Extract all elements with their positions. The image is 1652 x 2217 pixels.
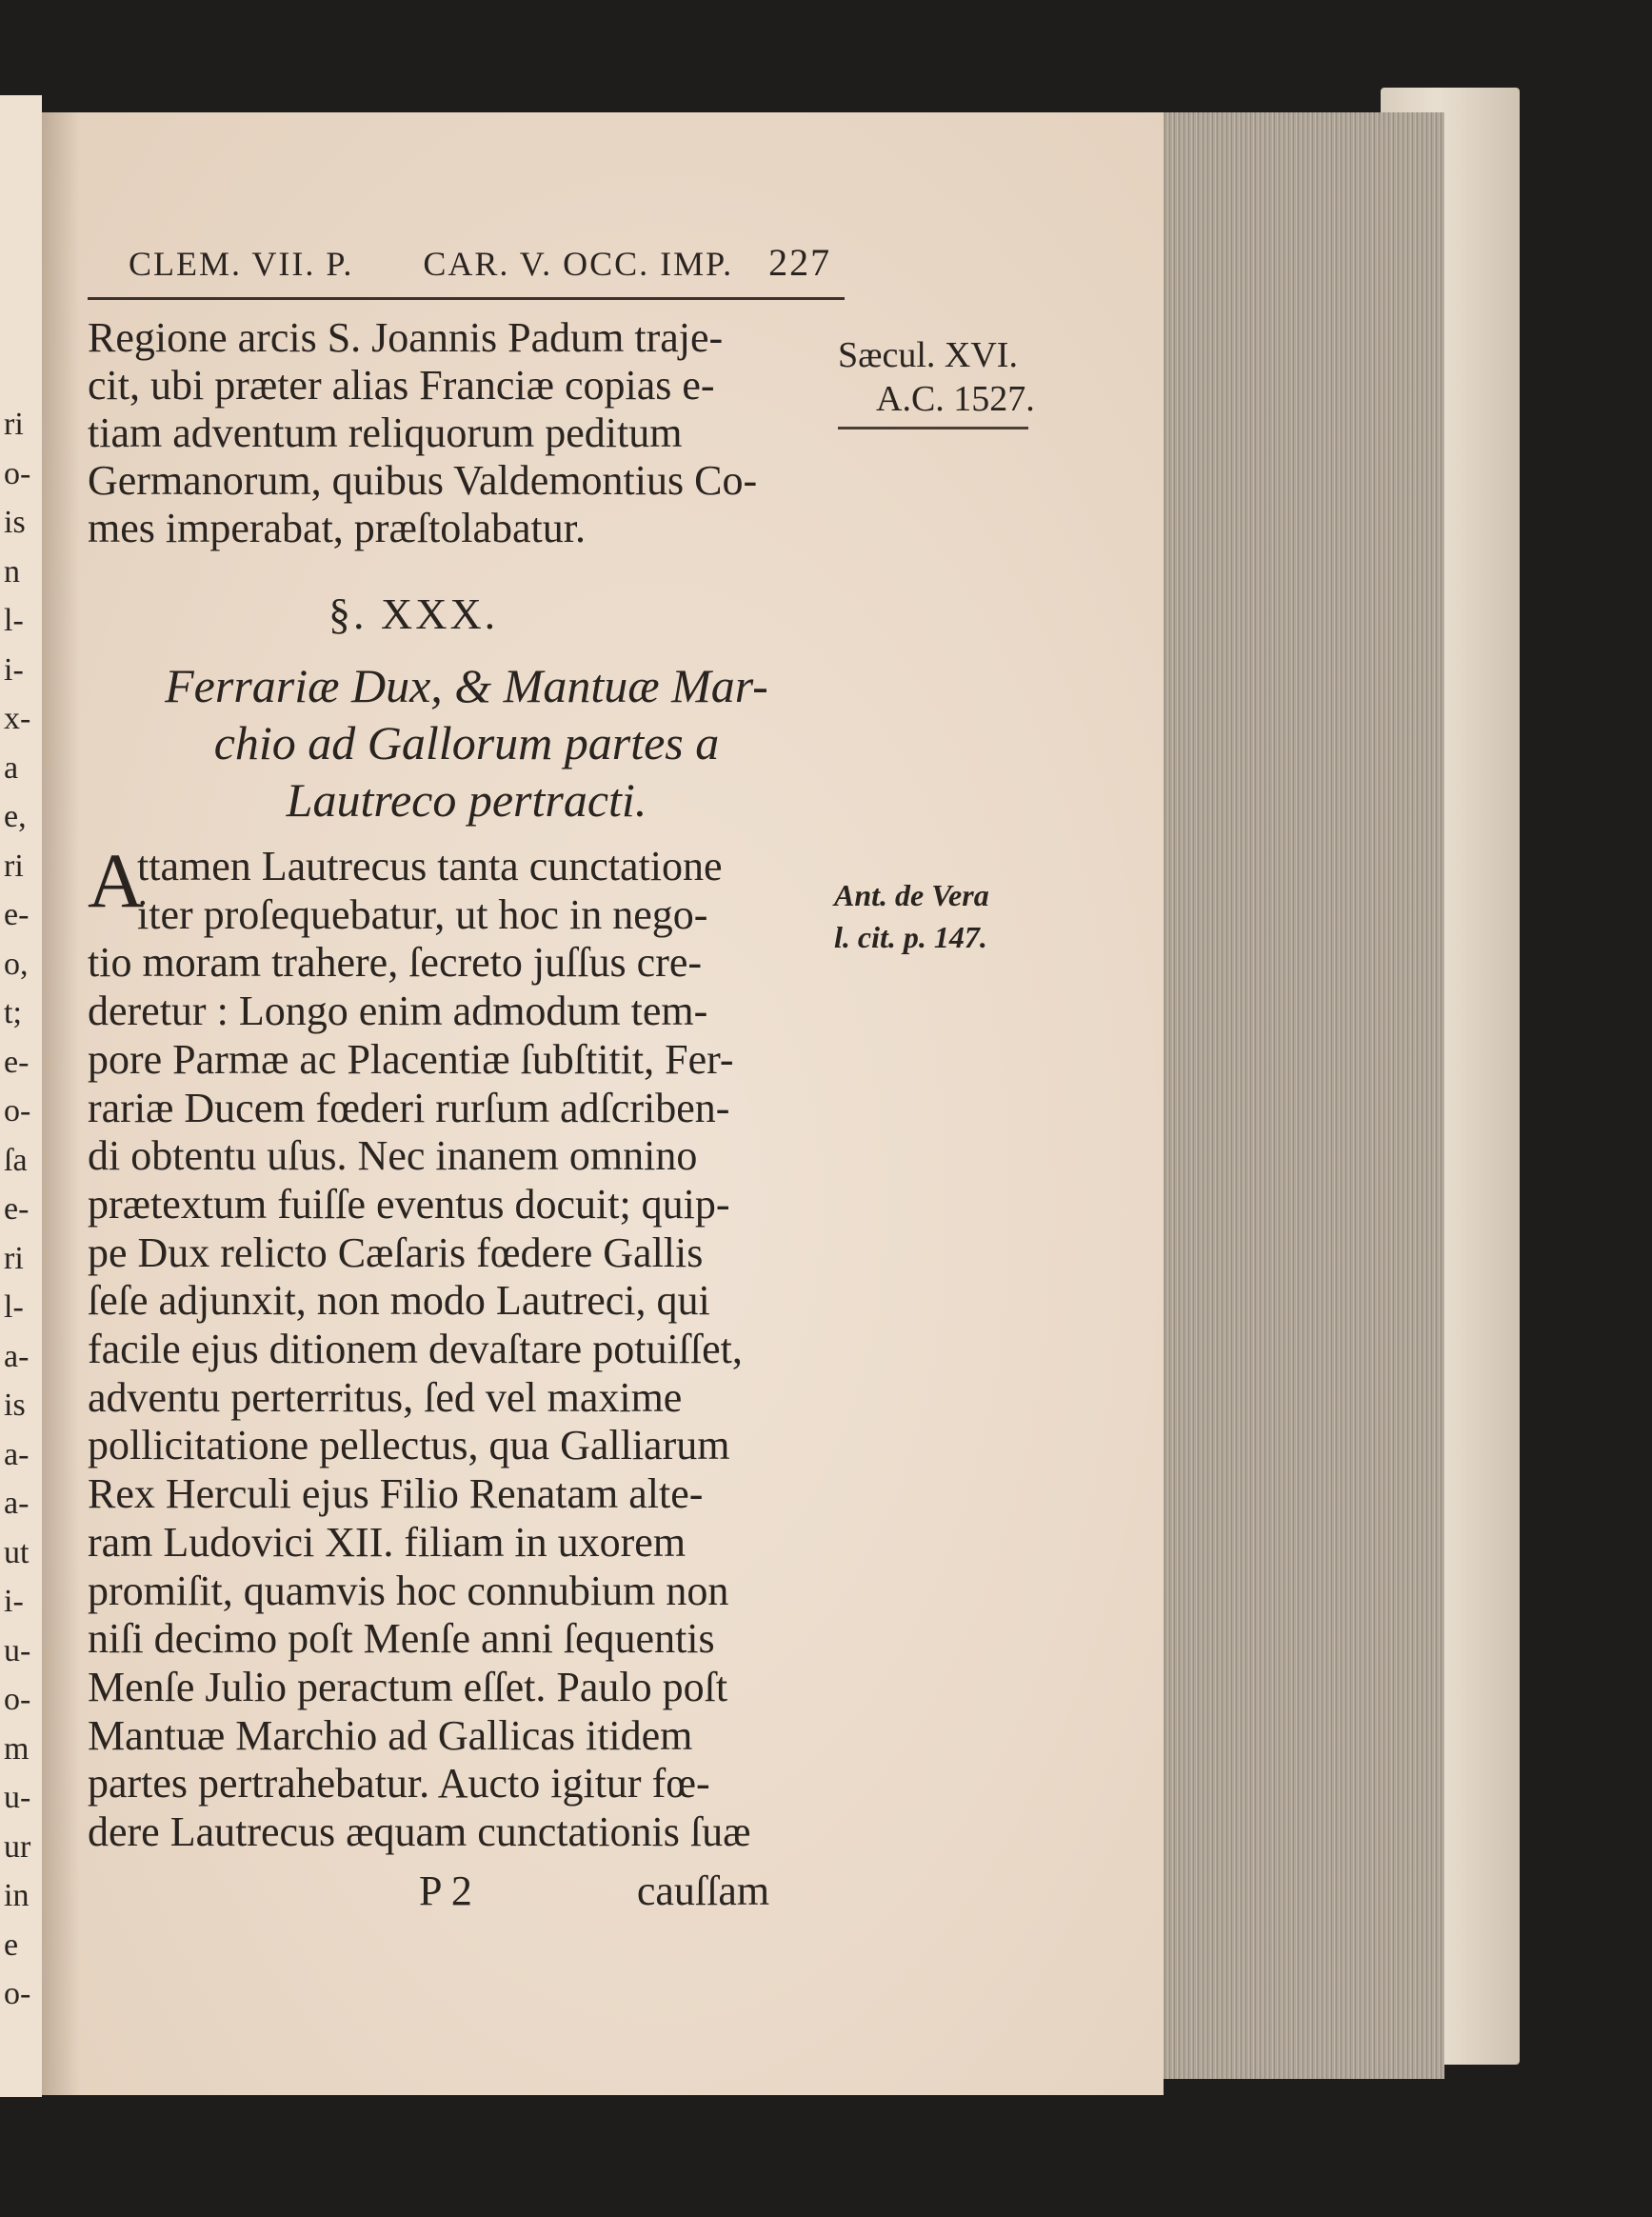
text-line: mes imperabat, præſtolabatur. [88,505,586,551]
paragraph-2 [88,843,750,1857]
left-page-fragment: i- [4,1584,24,1619]
left-page-fragment: is [4,505,26,540]
left-page-fragment: u- [4,1780,31,1815]
text-line: Menſe Julio peractum eſſet. Paulo poſt [88,1663,728,1710]
heading-line: Ferrariæ Dux, & Mantuæ Mar- [165,659,768,712]
left-page-fragments [4,400,30,2019]
left-page-fragment: t; [4,995,22,1030]
text-line: Germanorum, quibus Valdemontius Co- [88,457,758,504]
text-line: iter proſequebatur, ut hoc in nego- [137,890,708,938]
header-rule [88,297,845,300]
page-footer [419,1867,769,1915]
left-page-fragment: e [4,1927,19,1963]
catchword: cauſſam [636,1867,770,1914]
left-page-fragment: ſa [4,1142,28,1178]
margin-date-note [838,333,1035,429]
header-left: CLEM. VII. P. [129,245,354,283]
text-line: dere Lautrecus æquam cunctationis ſuæ [88,1808,751,1856]
margin-rule [838,427,1028,429]
heading-line: chio ad Gallorum partes a [213,716,720,769]
page-number: 227 [768,241,832,284]
citation-ref: l. cit. p. 147. [834,920,987,954]
left-page-fragment: in [4,1878,30,1913]
paragraph-1 [88,314,757,552]
left-page-strip [0,95,42,2097]
text-line: ttamen Lautrecus tanta cunctatione [137,843,723,889]
heading-line: Lautreco pertracti. [286,773,647,827]
text-line: Mantuæ Marchio ad Gallicas itidem [88,1711,693,1759]
text-line: rariæ Ducem fœderi rurſum adſcriben- [88,1084,730,1131]
margin-century: Sæcul. XVI. [838,335,1018,375]
citation-author: Ant. de Vera [834,878,989,912]
text-line: di obtentu uſus. Nec inanem omnino [88,1132,698,1180]
left-page-fragment: o- [4,1976,31,2011]
text-line: partes pertrahebatur. Aucto igitur fœ- [88,1760,710,1808]
left-page-fragment: ri [4,848,24,884]
left-page-fragment: ri [4,407,24,442]
initial-letter: A [88,837,145,924]
left-page-fragment: is [4,1388,26,1423]
text-line: deretur : Longo enim admodum tem- [88,988,708,1035]
text-line: prætextum fuiſſe eventus docuit; quip- [88,1180,730,1228]
text-line: cit, ubi præter alias Franciæ copias e- [88,362,715,409]
left-page-fragment: a- [4,1486,30,1521]
text-line: tio moram trahere, ſecreto juſſus cre- [88,939,703,987]
left-page-fragment: e- [4,1191,30,1227]
running-header [129,240,831,285]
left-page-fragment: a- [4,1436,30,1472]
text-line: facile ejus ditionem devaſtare potuiſſet, [88,1326,743,1373]
left-page-fragment: l- [4,603,24,638]
signature-mark: P 2 [419,1867,472,1914]
left-page-fragment: ri [4,1240,24,1276]
left-page-fragment: n [4,553,20,589]
left-page-fragment: o- [4,1093,31,1128]
left-page-fragment: u- [4,1632,31,1668]
text-line: niſi decimo poſt Menſe anni ſequentis [88,1615,715,1663]
text-line: ram Ludovici XII. filiam in uxorem [88,1518,687,1566]
gutter-shadow [42,112,80,2095]
page-block-edges [1157,112,1444,2079]
left-page-fragment: ut [4,1534,30,1570]
left-page-fragment: e- [4,1044,30,1080]
text-line: Regione arcis S. Joannis Padum traje- [88,314,724,361]
left-page-fragment: a [4,749,19,786]
margin-citation [834,874,989,958]
text-line: tiam adventum reliquorum peditum [88,409,683,456]
left-page-fragment: x- [4,701,31,736]
left-page-fragment: o, [4,946,29,982]
left-page-fragment: o- [4,1682,31,1717]
text-line: pollicitatione pellectus, qua Galliarum [88,1422,730,1469]
margin-year: A.C. 1527. [876,379,1035,419]
text-line: adventu perterritus, ſed vel maxime [88,1373,683,1421]
section-number: §. XXX. [328,589,499,638]
header-center: CAR. V. OCC. IMP. [423,245,734,283]
left-page-fragment: o- [4,455,31,491]
text-line: ſeſe adjunxit, non modo Lautreci, qui [88,1277,710,1325]
text-line: promiſit, quamvis hoc connubium non [88,1567,729,1614]
left-page-fragment: ur [4,1828,31,1865]
left-page-fragment: i- [4,651,24,688]
section-heading [86,657,847,829]
left-page-fragment: l- [4,1289,24,1325]
left-page-fragment: e, [4,799,27,834]
text-line: pore Parmæ ac Placentiæ ſubſtitit, Fer- [88,1035,734,1083]
text-line: Rex Herculi ejus Filio Renatam alte- [88,1470,704,1518]
left-page-fragment: a- [4,1338,30,1374]
text-line: pe Dux relicto Cæſaris fœdere Gallis [88,1228,704,1276]
left-page-fragment: m [4,1730,30,1767]
left-page-fragment: e- [4,897,30,932]
